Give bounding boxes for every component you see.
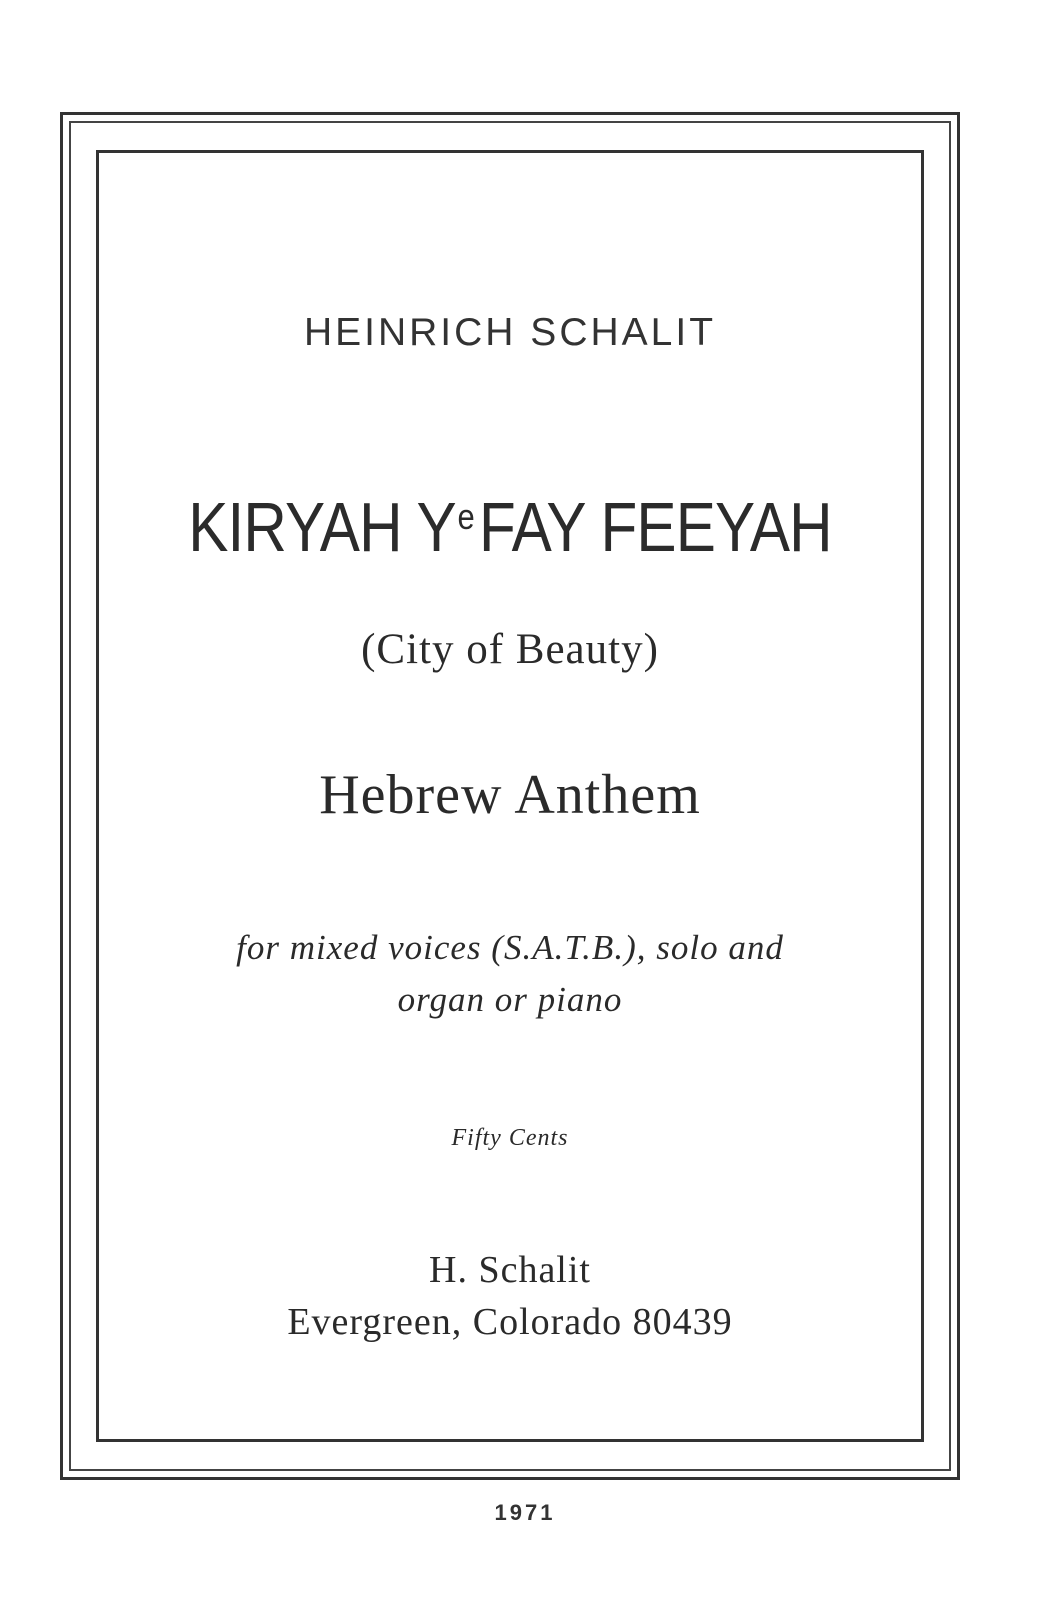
instrumentation [96,922,924,1026]
instrumentation-line-1: for mixed voices (S.A.T.B.), solo and [236,928,784,967]
price: Fifty Cents [451,1125,569,1151]
subtitle: (City of Beauty) [361,626,659,673]
title-part-2: FAY FEEYAH [479,488,832,566]
genre-heading: Hebrew Anthem [319,764,701,826]
composer-name: HEINRICH SCHALIT [303,311,717,354]
publisher-address: Evergreen, Colorado 80439 [287,1301,733,1343]
publisher-name: H. Schalit [429,1249,591,1291]
title-part-1: KIRYAH Y [188,488,456,566]
instrumentation-line-2: organ or piano [397,980,623,1019]
title-superscript: e [457,496,474,537]
publisher-block [96,1244,924,1348]
publication-year: 1971 [494,1500,556,1525]
title [154,487,866,567]
